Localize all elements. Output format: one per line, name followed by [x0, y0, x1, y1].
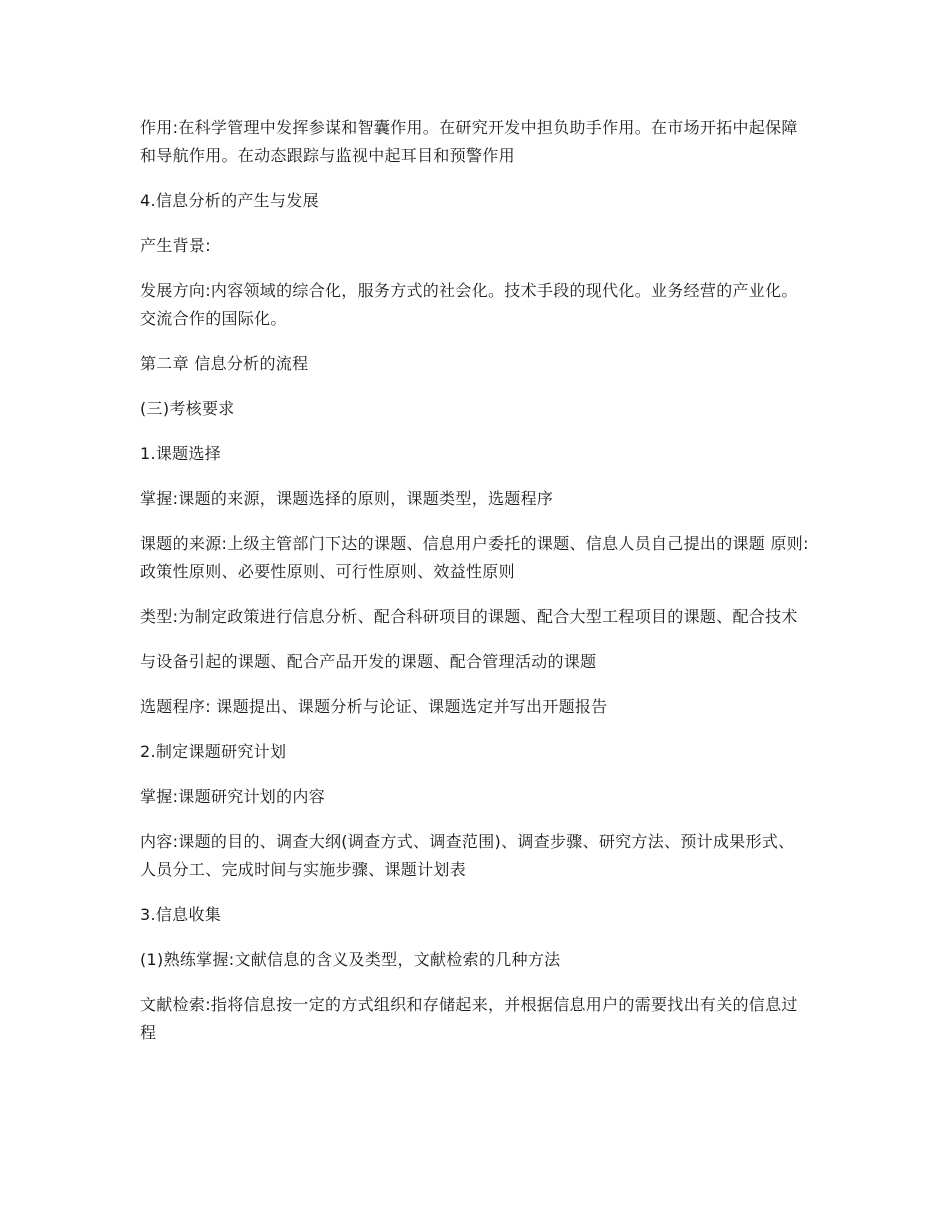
heading-topic-selection: 1.课题选择 [140, 444, 222, 463]
paragraph-role: 作用:在科学管理中发挥参谋和智囊作用。在研究开发中担负助手作用。在市场开拓中起保障和导航作用。在动态跟踪与监视中起耳目和预警作用 [140, 118, 798, 165]
paragraph-plan-content: 内容:课题的目的、调查大纲(调查方式、调查范围)、调查步骤、研究方法、预计成果形式、人员分工、完成时间与实施步骤、课题计划表 [140, 832, 795, 879]
paragraph-literature-master: (1)熟练掌握:文献信息的含义及类型，文献检索的几种方法 [140, 950, 561, 969]
paragraph-selection-procedure: 选题程序: 课题提出、课题分析与论证、课题选定并写出开题报告 [140, 697, 608, 716]
paragraph-topic-sources: 课题的来源:上级主管部门下达的课题、信息用户委托的课题、信息人员自己提出的课题 原则:政策性原则、必要性原则、可行性原则、效益性原则 [140, 534, 809, 581]
heading-research-plan: 2.制定课题研究计划 [140, 742, 287, 761]
heading-info-collection: 3.信息收集 [140, 905, 222, 924]
chapter-title: 第二章 信息分析的流程 [140, 354, 309, 373]
heading-origin-development: 4.信息分析的产生与发展 [140, 191, 319, 210]
paragraph-background: 产生背景: [140, 236, 211, 255]
document-page [140, 114, 810, 1064]
paragraph-master-topic: 掌握:课题的来源，课题选择的原则，课题类型，选题程序 [140, 489, 554, 508]
paragraph-literature-retrieval: 文献检索:指将信息按一定的方式组织和存储起来，并根据信息用户的需要找出有关的信息过程 [140, 995, 798, 1042]
section-requirements: (三)考核要求 [140, 399, 235, 418]
paragraph-topic-types: 类型:为制定政策进行信息分析、配合科研项目的课题、配合大型工程项目的课题、配合技术 [140, 607, 798, 626]
paragraph-direction: 发展方向:内容领域的综合化，服务方式的社会化。技术手段的现代化。业务经营的产业化。交流合作的国际化。 [140, 281, 798, 328]
paragraph-topic-types-cont: 与设备引起的课题、配合产品开发的课题、配合管理活动的课题 [140, 652, 597, 671]
paragraph-master-plan: 掌握:课题研究计划的内容 [140, 787, 325, 806]
